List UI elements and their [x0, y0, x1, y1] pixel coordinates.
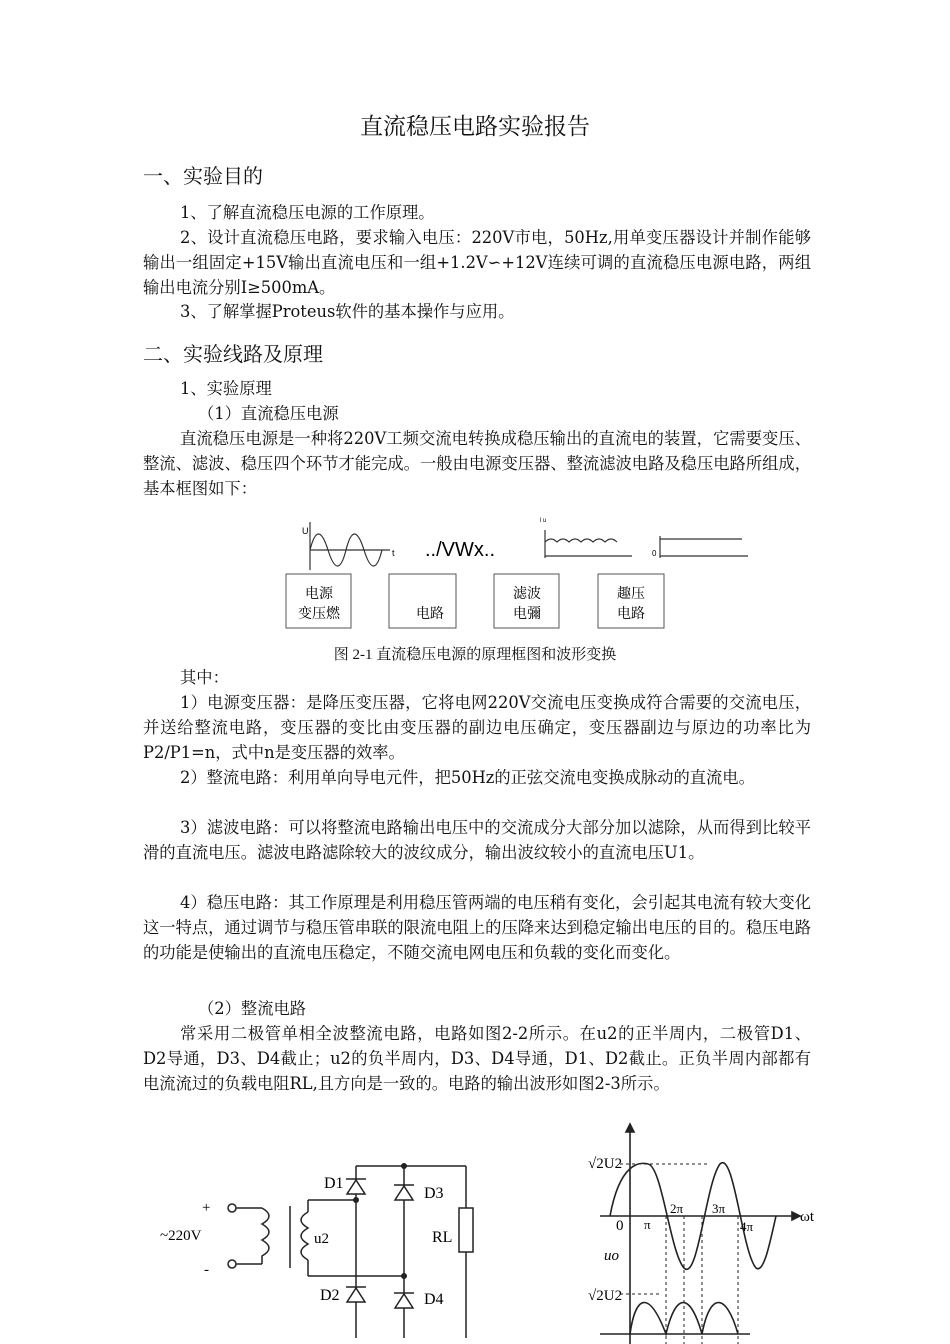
label-d4: D4 — [424, 1291, 444, 1308]
box-filter-line1: 滤波 — [513, 585, 541, 601]
rectifier-waveform — [580, 1122, 830, 1344]
label-3pi: 3π — [712, 1201, 726, 1216]
page-title: 直流稳压电路实验报告 — [360, 114, 590, 140]
dc-wave-graph — [660, 536, 748, 558]
ripple-wave-graph — [545, 530, 632, 558]
label-d2: D2 — [320, 1287, 340, 1304]
label-220v: ~220V — [160, 1228, 202, 1244]
item-filter: 3）滤波电路：可以将整流电路输出电压中的交流成分大部分加以滤除，从而得到比较平滑的直流电压。滤波电路滤除较大的波纹成分，输出波纹较小的直流电压U1。 — [143, 818, 811, 862]
label-minus: - — [204, 1262, 209, 1278]
label-rl: RL — [432, 1229, 453, 1246]
box-rectifier-line2: 电路 — [416, 605, 444, 621]
wave-label-small: l u — [540, 518, 547, 524]
item-transformer: 1）电源变压器：是降压变压器，它将电网220V交流电压变换成符合需要的交流电压，并送给整流电路，变压器的变比由变压器的副边电压确定，变压器副边与原边的功率比为P2/P1=n，式中n是变压器的效率。 — [143, 693, 811, 762]
label-omega-t: ωt — [800, 1209, 815, 1225]
wave-label-u: U — [302, 526, 309, 536]
label-2pi: 2π — [670, 1201, 684, 1216]
sine-wave-graph — [310, 522, 390, 570]
label-d1: D1 — [324, 1175, 344, 1192]
box-regulator-line2: 电路 — [617, 605, 645, 621]
label-4pi: 4π — [740, 1219, 754, 1234]
block-diagram — [280, 512, 760, 632]
paragraph-dc-supply: 直流稳压电源是一种将220V工频交流电转换成稳压输出的直流电的装置，它需要变压、整流、滤波、稳压四个环节才能完成。一般由电源变压器、整流滤波电路及稳压电路所组成，基本框图如下： — [143, 429, 811, 498]
box-transformer-line1: 电源 — [305, 585, 333, 601]
paragraph-rectifier: 常采用二极管单相全波整流电路，电路如图2-2所示。在u2的正半周内，二极管D1、D2导通，D3、D4截止；u2的负半周内，D3、D4导通，D1、D2截止。正负半周内部都有电流流过的负载电阻RL,且方向是一致的。电路的输出波形如图2-3所示。 — [143, 1024, 811, 1093]
sub-heading-dc-supply: （1）直流稳压电源 — [198, 404, 339, 423]
section1-heading: 一、实验目的 — [143, 164, 263, 188]
box-filter-line2: 电彌 — [513, 605, 541, 621]
label-d3: D3 — [424, 1185, 444, 1202]
box-regulator-line1: 趣压 — [617, 585, 645, 601]
sub-heading-principle: 1、实验原理 — [180, 379, 272, 398]
goal-item-3: 3、了解掌握Proteus软件的基本操作与应用。 — [180, 302, 515, 321]
label-peak-2: √2U2 — [588, 1288, 623, 1304]
label-pi: π — [644, 1217, 651, 1232]
label-zero: 0 — [616, 1218, 624, 1234]
label-plus: + — [202, 1200, 211, 1216]
wave-label-t: t — [392, 548, 395, 558]
figure-2-1-caption: 图 2-1 直流稳压电源的原理框图和波形变换 — [333, 647, 617, 663]
label-uo: uo — [604, 1248, 619, 1264]
sub-heading-rectifier: （2）整流电路 — [198, 999, 307, 1018]
bridge-rectifier-circuit — [150, 1148, 490, 1344]
wave-label-zero: 0 — [652, 549, 657, 558]
box-transformer-line2: 变压燃 — [298, 605, 340, 621]
goal-item-1: 1、了解直流稳压电源的工作原理。 — [180, 203, 435, 222]
item-regulator: 4）稳压电路：其工作原理是利用稳压管两端的电压稍有变化，会引起其电流有较大变化这一特点，通过调节与稳压管串联的限流电阻上的压降来达到稳定输出电压的目的。稳压电路的功能是使输出的直流电压稳定，不随交流电网电压和负载的变化而变化。 — [143, 893, 811, 962]
label-peak: √2U2 — [588, 1156, 623, 1172]
rectified-wave-text: ../VWx.. — [425, 539, 495, 561]
goal-item-2: 2、设计直流稳压电路，要求输入电压：220V市电，50Hz,用单变压器设计并制作能够输出一组固定+15V输出直流电压和一组+1.2V∽+12V连续可调的直流稳压电源电路，两组输出电流分别I≥500mA。 — [143, 228, 811, 297]
section2-heading: 二、实验线路及原理 — [143, 342, 323, 366]
qizhong-label: 其中： — [180, 668, 229, 687]
label-u2: u2 — [314, 1231, 329, 1247]
item-rectifier: 2）整流电路：利用单向导电元件，把50Hz的正弦交流电变换成脉动的直流电。 — [180, 768, 755, 787]
